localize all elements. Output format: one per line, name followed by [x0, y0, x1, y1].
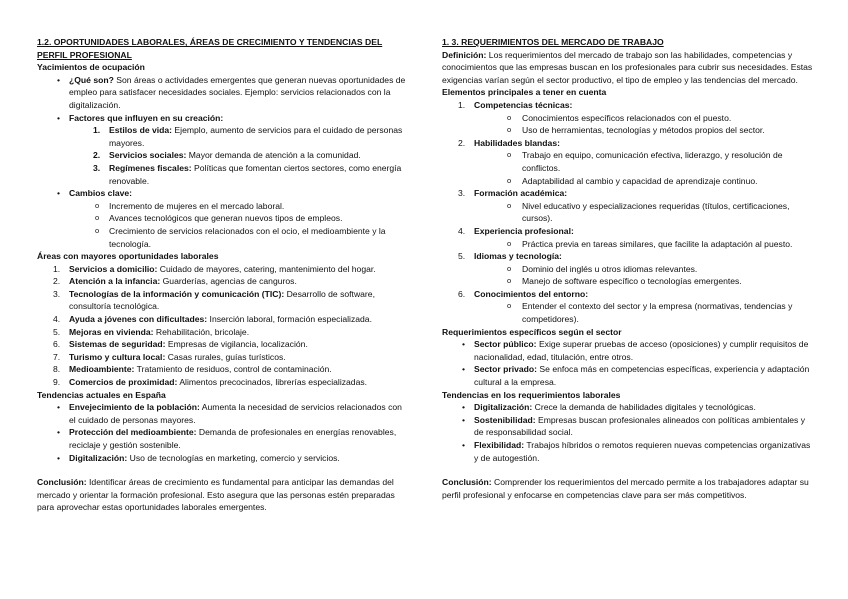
list-item: 2. Atención a la infancia: Guarderías, agencias de canguros. — [53, 276, 297, 287]
section-title-1-3: 1. 3. REQUERIMIENTOS DEL MERCADO DE TRABAJO — [442, 37, 664, 47]
list-item: • Protección del medioambiente: Demanda de profesionales en energías renovables, reciclaje y gestión sostenible. — [37, 426, 409, 451]
list-item: o Uso de herramientas, tecnologías y métodos propios del sector. — [442, 124, 814, 137]
list-item: o Conocimientos específicos relacionados con el puesto. — [442, 112, 814, 125]
cambios-item: • Cambios clave: — [37, 187, 409, 200]
elemento-item: 5. Idiomas y tecnología: — [458, 251, 562, 262]
elemento-item: 4. Experiencia profesional: — [458, 225, 574, 236]
yacimientos-heading: Yacimientos de ocupación — [37, 62, 145, 73]
section-title-1-2: 1.2. OPORTUNIDADES LABORALES, ÁREAS DE CRECIMIENTO Y TENDENCIAS DEL PERFIL PROFESIONAL — [37, 37, 383, 60]
list-item: 3. Tecnologías de la información y comunicación (TIC): Desarrollo de software, consultoría tecnológica. — [53, 288, 375, 312]
list-item: o Dominio del inglés u otros idiomas relevantes. — [442, 263, 814, 276]
list-item: o Crecimiento de servicios relacionados con el ocio, el medioambiente y la tecnología. — [37, 225, 409, 250]
elemento-item: 2. Habilidades blandas: — [458, 137, 560, 148]
tendencias-requerimientos-heading: Tendencias en los requerimientos laborales — [442, 389, 621, 400]
list-item: o Nivel educativo y especializaciones requeridas (títulos, certificaciones, cursos). — [442, 200, 814, 225]
list-item: 6. Sistemas de seguridad: Empresas de vigilancia, localización. — [53, 339, 308, 350]
requerimientos-list — [442, 338, 814, 388]
list-item: o Avances tecnológicos que generan nuevos tipos de empleos. — [37, 212, 409, 225]
list-item: o Entender el contexto del sector y la empresa (normativas, tendencias y competidores). — [442, 300, 814, 325]
que-son-item: • ¿Qué son? Son áreas o actividades emergentes que generan nuevas oportunidades de empleo para satisfacer necesidades sociales. Ejemplo: servicios relacionados con la digitalización. — [37, 74, 409, 112]
list-item: • Digitalización: Crece la demanda de habilidades digitales y tecnológicas. — [442, 401, 814, 414]
list-item: • Digitalización: Uso de tecnologías en marketing, comercio y servicios. — [37, 452, 409, 465]
conclusion-right: Conclusión: Comprender los requerimientos del mercado permite a los trabajadores adaptar su perfil profesional y enfocarse en competencias clave para ser más competitivos. — [442, 477, 809, 500]
factores-list — [37, 124, 409, 187]
list-item: o Manejo de software específico o tecnologías emergentes. — [442, 275, 814, 288]
definicion: Definición: Los requerimientos del mercado de trabajo son las habilidades, competencias y conocimientos que las empresas buscan en los profesionales para cubrir sus necesidades. Estas exigencias varían según el sector productivo, el tipo de empleo y las tendencias del mercado. — [442, 49, 813, 85]
factores-item: • Factores que influyen en su creación: — [37, 112, 409, 125]
tendencias-requerimientos-list — [442, 401, 814, 464]
list-item: o Adaptabilidad al cambio y capacidad de aprendizaje continuo. — [442, 175, 814, 188]
list-item: o Práctica previa en tareas similares, que facilite la adaptación al puesto. — [442, 238, 814, 251]
cambios-list — [37, 187, 409, 200]
right-column — [442, 36, 814, 501]
list-item: o Incremento de mujeres en el mercado laboral. — [37, 200, 409, 213]
conclusion-left: Conclusión: Identificar áreas de crecimiento es fundamental para anticipar las demandas del mercado y orientar la formación profesional. Esto asegura que las personas estén preparadas para aprovechar estas oportunidades laborales emergentes. — [37, 477, 395, 513]
requerimientos-heading: Requerimientos específicos según el sector — [442, 326, 622, 337]
list-item: 1. Servicios a domicilio: Cuidado de mayores, catering, mantenimiento del hogar. — [53, 263, 376, 274]
areas-heading: Áreas con mayores oportunidades laborales — [37, 251, 219, 262]
list-item: 5. Mejoras en vivienda: Rehabilitación, bricolaje. — [53, 326, 250, 337]
list-item: 8. Medioambiente: Tratamiento de residuos, control de contaminación. — [53, 364, 332, 375]
list-item: 3. Regímenes fiscales: Políticas que fomentan ciertos sectores, como energía renovable. — [93, 162, 402, 186]
left-column — [37, 36, 409, 514]
list-item: • Sector privado: Se enfoca más en competencias específicas, experiencia y adaptación cultural a la empresa. — [442, 363, 814, 388]
elementos-list — [442, 99, 814, 112]
list-item: 4. Ayuda a jóvenes con dificultades: Inserción laboral, formación especializada. — [53, 314, 372, 325]
elemento-item: 3. Formación académica: — [458, 188, 568, 199]
tendencias-list — [37, 401, 409, 464]
list-item: 9. Comercios de proximidad: Alimentos precocinados, librerías especializadas. — [53, 377, 368, 388]
list-item: • Sostenibilidad: Empresas buscan profesionales alineados con políticas ambientales y de responsabilidad social. — [442, 414, 814, 439]
elemento-item: 6. Conocimientos del entorno: — [458, 288, 589, 299]
elemento-item: 1. Competencias técnicas: — [458, 99, 573, 110]
areas-list — [37, 263, 409, 389]
list-item: • Sector público: Exige superar pruebas de acceso (oposiciones) y cumplir requisitos de nacionalidad, edad, titulación, entre otros. — [442, 338, 814, 363]
list-item: 1. Estilos de vida: Ejemplo, aumento de servicios para el cuidado de personas mayores. — [93, 125, 403, 148]
tendencias-heading: Tendencias actuales en España — [37, 389, 166, 400]
list-item: o Trabajo en equipo, comunicación efectiva, liderazgo, y resolución de conflictos. — [442, 149, 814, 174]
elementos-heading: Elementos principales a tener en cuenta — [442, 87, 607, 98]
list-item: • Flexibilidad: Trabajos híbridos o remotos requieren nuevas competencias organizativas y de autogestión. — [442, 439, 814, 464]
list-item: • Envejecimiento de la población: Aumenta la necesidad de servicios relacionados con el cuidado de personas mayores. — [37, 401, 409, 426]
list-item: 2. Servicios sociales: Mayor demanda de atención a la comunidad. — [93, 150, 361, 161]
list-item: 7. Turismo y cultura local: Casas rurales, guías turísticos. — [53, 351, 286, 362]
yacimientos-list — [37, 74, 409, 124]
cambios-sublist — [37, 200, 409, 250]
